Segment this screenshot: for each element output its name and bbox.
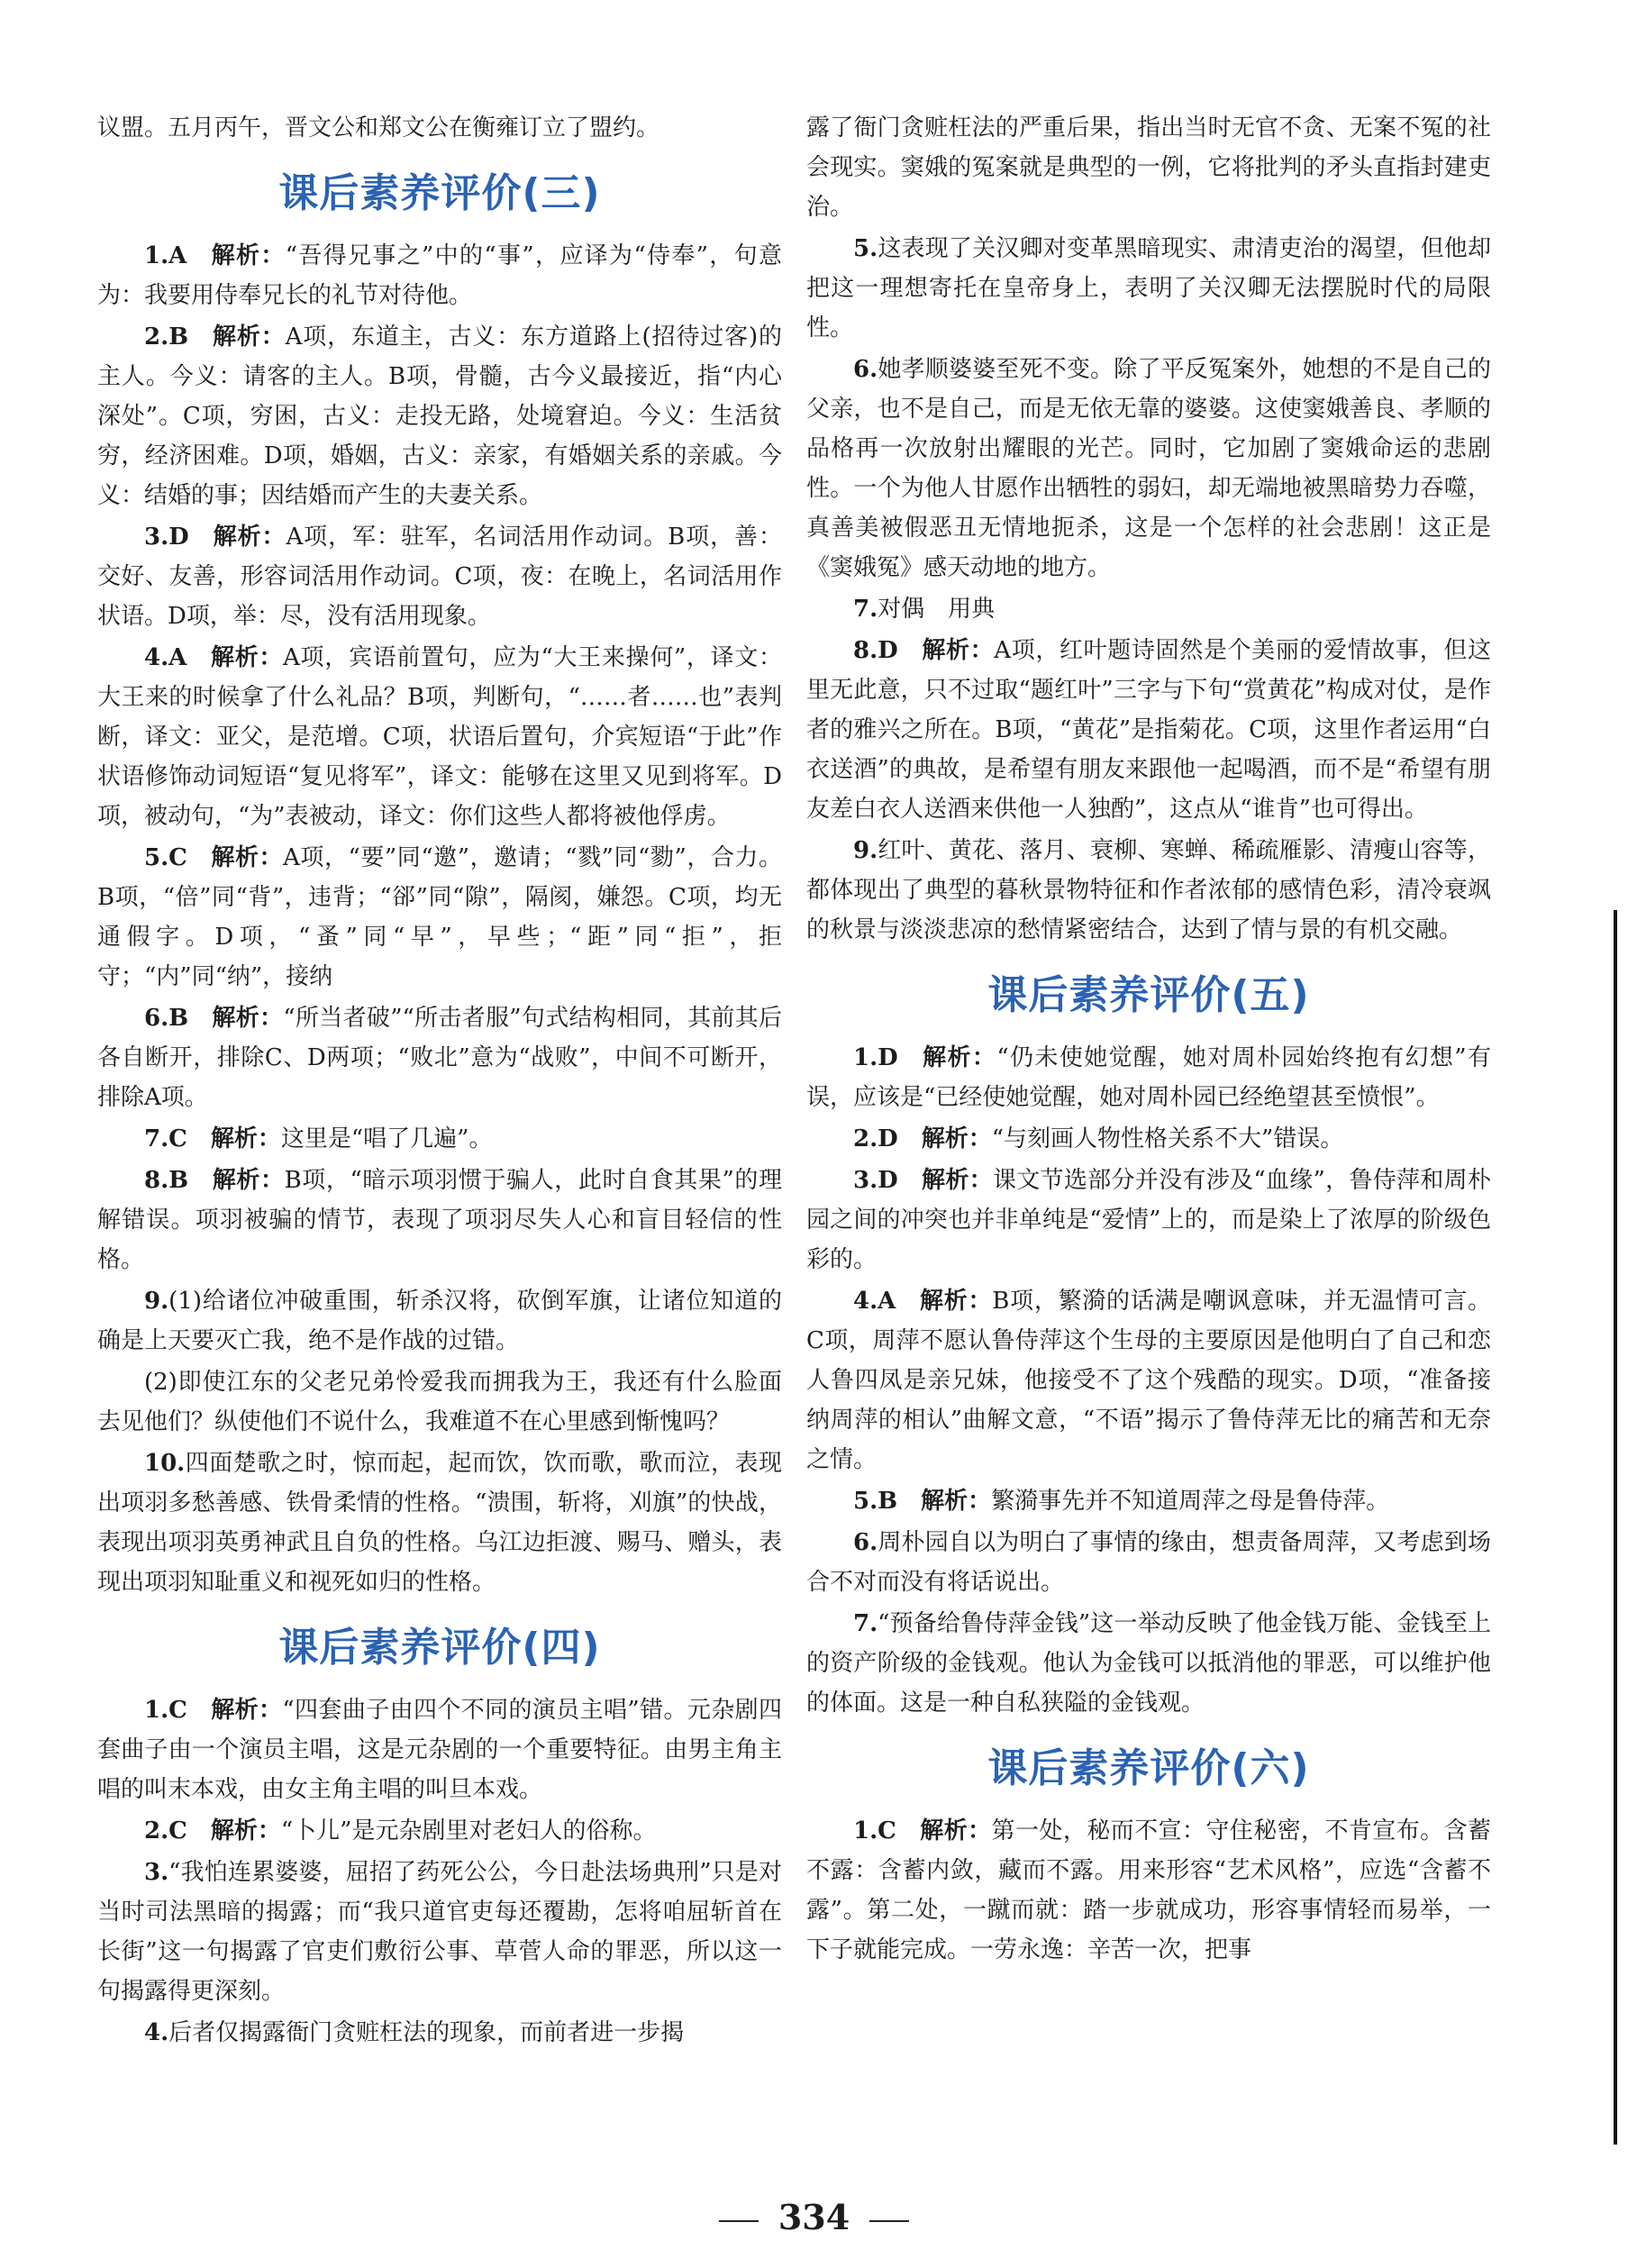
right-column — [806, 108, 1491, 1972]
answer-number: 2.D — [853, 1125, 898, 1152]
answer-number: 5.B — [853, 1488, 898, 1515]
answer-number: 3. — [144, 1859, 169, 1886]
answer-number: 3.D — [853, 1167, 898, 1194]
analysis-label: 解析： — [921, 1044, 997, 1071]
section-heading: 课后素养评价(三) — [278, 170, 601, 216]
analysis-label: 解析： — [210, 242, 286, 269]
answer-text: 对偶 用典 — [878, 596, 996, 623]
scan-edge-line — [1614, 910, 1617, 2145]
analysis-label: 解析： — [210, 1697, 283, 1724]
answer-text: 第一处，秘而不宣：守住秘密，不肯宣布。含蓄不露：含蓄内敛，藏而不露。用来形容“艺术风格”，应选“含蓄不露”。第二处，一蹴而就：踏一步就成功，形容事情轻而易举，一下子就能完成。一劳永逸：辛苦一次，把事 — [806, 1817, 1491, 1963]
answer-text: A项，宾语前置句，应为“大王来操何”，译文：大王来的时候拿了什么礼品？B项，判断句，“……者……也”表判断，译文：亚父，是范增。C项，状语后置句，介宾短语“于此”作状语修饰动词短语“复见将军”，译文：能够在这里又见到将军。D项，被动句，“为”表被动，译文：你们这些人都将被他俘虏。 — [97, 644, 782, 830]
answer-item — [97, 1119, 782, 1159]
answer-text: 周朴园自以为明白了事情的缘由，想责备周萍，又考虑到场合不对而没有将话说出。 — [806, 1529, 1491, 1596]
answer-item — [97, 838, 782, 997]
answer-text: B项，“暗示项羽惯于骗人，此时自食其果”的理解错误。项羽被骗的情节，表现了项羽尽失人心和盲目轻信的性格。 — [97, 1167, 782, 1273]
analysis-label: 解析： — [210, 644, 284, 671]
analysis-label: 解析： — [919, 1288, 993, 1315]
answer-item — [806, 1811, 1491, 1970]
answer-number: 7.C — [144, 1125, 187, 1152]
footer-dash-left — [719, 2220, 759, 2222]
answer-text: 她孝顺婆婆至死不变。除了平反冤案外，她想的不是自己的父亲，也不是自己，而是无依无靠的婆婆。这使窦娥善良、孝顺的品格再一次放射出耀眼的光芒。同时，它加剧了窦娥命运的悲剧性。一个为他人甘愿作出牺牲的弱妇，却无端地被黑暗势力吞噬，真善美被假恶丑无情地扼杀，这是一个怎样的社会悲剧！这正是《窦娥冤》感天动地的地方。 — [806, 356, 1491, 581]
answer-number: 1.A — [144, 242, 187, 269]
page-number: 334 — [778, 2197, 850, 2237]
answer-item — [97, 517, 782, 636]
answer-item — [97, 1853, 782, 2011]
answer-item — [806, 1481, 1491, 1521]
analysis-label: 解析： — [212, 323, 286, 351]
answer-text: B项，繁漪的话满是嘲讽意味，并无温情可言。C项，周萍不愿认鲁侍萍这个生母的主要原因是他明白了自己和恋人鲁四凤是亲兄妹，他接受不了这个残酷的现实。D项，“准备接纳周萍的相认”曲解文意，“不语”揭示了鲁侍萍无比的痛苦和无奈之情。 — [806, 1288, 1491, 1473]
answer-item — [806, 1119, 1491, 1159]
answer-item — [97, 1281, 782, 1361]
answer-item — [97, 1444, 782, 1602]
answer-number: 6.B — [144, 1005, 189, 1032]
answer-number: 10. — [144, 1450, 186, 1477]
analysis-label: 解析： — [210, 1125, 281, 1152]
answer-item — [806, 1604, 1491, 1723]
answer-number: 2.B — [144, 323, 189, 351]
answer-number: 5. — [853, 235, 878, 262]
answer-number: 1.C — [853, 1817, 896, 1844]
answer-number: 8.D — [853, 637, 898, 664]
answer-text: A项，东道主，古义：东方道路上(招待过客)的主人。今义：请客的主人。B项，骨髓，古今义最接近，指“内心深处”。C项，穷困，古义：走投无路，处境窘迫。今义：生活贫穷，经济困难。D项，婚姻，古义：亲家，有婚姻关系的亲戚。今义：结婚的事；因结婚而产生的夫妻关系。 — [97, 323, 782, 509]
answer-number: 1.D — [853, 1044, 898, 1071]
answer-number: 7. — [853, 1610, 878, 1637]
analysis-label: 解析： — [921, 1167, 993, 1194]
answer-number: 2.C — [144, 1817, 187, 1844]
answer-number: 5.C — [144, 844, 187, 871]
left-column — [97, 108, 782, 2054]
analysis-label: 解析： — [212, 524, 286, 551]
answer-text: 后者仅揭露衙门贪赃枉法的现象，而前者进一步揭 — [168, 2019, 685, 2046]
paragraph: (2)即使江东的父老兄弟怜爱我而拥我为王，我还有什么脸面去见他们？纵使他们不说什么，我难道不在心里感到惭愧吗？ — [97, 1369, 782, 1435]
answer-text: “所当者破”“所击者服”句式结构相同，其前其后各自断开，排除C、D两项；“败北”意为“战败”，中间不可断开，排除A项。 — [97, 1005, 782, 1111]
answer-number: 1.C — [144, 1697, 187, 1724]
answer-number: 4.A — [853, 1288, 896, 1315]
answer-item — [97, 1161, 782, 1280]
answer-number: 9. — [144, 1288, 169, 1315]
answer-text: 红叶、黄花、落月、衰柳、寒蝉、稀疏雁影、清瘦山容等，都体现出了典型的暮秋景物特征和作者浓郁的感情色彩，清冷衰飒的秋景与淡淡悲凉的愁情紧密结合，达到了情与景的有机交融。 — [806, 837, 1491, 943]
answer-text: 这里是“唱了几遍”。 — [280, 1125, 493, 1152]
analysis-label: 解析： — [212, 1167, 285, 1194]
answer-number: 8.B — [144, 1167, 189, 1194]
footer-dash-right — [869, 2220, 909, 2222]
analysis-label: 解析： — [210, 844, 284, 871]
answer-number: 4. — [144, 2019, 169, 2046]
answer-item — [97, 638, 782, 836]
answer-item — [806, 1161, 1491, 1280]
answer-item — [806, 1281, 1491, 1480]
answer-item — [806, 831, 1491, 950]
answer-text: A项，“要”同“邀”，邀请；“戮”同“勠”，合力。B项，“倍”同“背”，违背；“郤”同“隙”，隔阂，嫌怨。C项，均无通假字。D项，“蚤”同“早”，早些；“距”同“拒”，拒守；“内”同“纳”，接纳 — [97, 844, 782, 990]
answer-item — [97, 1811, 782, 1851]
answer-number: 3.D — [144, 524, 189, 551]
answer-number: 6. — [853, 356, 878, 383]
analysis-label: 解析： — [921, 1125, 992, 1152]
answer-item — [806, 1038, 1491, 1117]
answer-item — [97, 998, 782, 1117]
answer-text: A项，红叶题诗固然是个美丽的爱情故事，但这里无此意，只不过取“题红叶”三字与下句“赏黄花”构成对仗，是作者的雅兴之所在。B项，“黄花”是指菊花。C项，这里作者运用“白衣送酒”的典故，是希望有朋友来跟他一起喝酒，而不是“希望有朋友差白衣人送酒来供他一人独酌”，这点从“谁肯”也可得出。 — [806, 637, 1491, 823]
paragraph: 露了衙门贪赃枉法的严重后果，指出当时无官不贪、无案不冤的社会现实。窦娥的冤案就是典型的一例，它将批判的矛头直指封建吏治。 — [806, 114, 1491, 221]
answer-item — [806, 229, 1491, 348]
answer-text: “吾得兄事之”中的“事”，应译为“侍奉”，句意为：我要用侍奉兄长的礼节对待他。 — [97, 242, 782, 309]
answer-text: 这表现了关汉卿对变革黑暗现实、肃清吏治的渴望，但他却把这一理想寄托在皇帝身上，表明了关汉卿无法摆脱时代的局限性。 — [806, 235, 1491, 342]
answer-text: 繁漪事先并不知道周萍之母是鲁侍萍。 — [991, 1488, 1390, 1515]
analysis-label: 解析： — [921, 637, 995, 664]
answer-text: “与刻画人物性格关系不大”错误。 — [991, 1125, 1344, 1152]
answer-number: 6. — [853, 1529, 878, 1556]
analysis-label: 解析： — [919, 1817, 992, 1844]
answer-number: 4.A — [144, 644, 187, 671]
answer-text: “仍未使她觉醒，她对周朴园始终抱有幻想”有误，应该是“已经使她觉醒，她对周朴园已经绝望甚至愤恨”。 — [806, 1044, 1491, 1111]
answer-text: (1)给诸位冲破重围，斩杀汉将，砍倒军旗，让诸位知道的确是上天要灭亡我，绝不是作战的过错。 — [97, 1288, 782, 1354]
answer-text: 四面楚歌之时，惊而起，起而饮，饮而歌，歌而泣，表现出项羽多愁善感、铁骨柔情的性格。“溃围，斩将，刈旗”的快战，表现出项羽英勇神武且自负的性格。乌江边拒渡、赐马、赠头，表现出项羽知耻重义和视死如归的性格。 — [97, 1450, 782, 1596]
answer-item — [97, 2013, 782, 2053]
section-heading: 课后素养评价(五) — [987, 972, 1310, 1018]
answer-text: 课文节选部分并没有涉及“血缘”，鲁侍萍和周朴园之间的冲突也并非单纯是“爱情”上的，而是染上了浓厚的阶级色彩的。 — [806, 1167, 1491, 1273]
answer-item — [806, 589, 1491, 629]
answer-item — [97, 1690, 782, 1809]
answer-text: “四套曲子由四个不同的演员主唱”错。元杂剧四套曲子由一个演员主唱，这是元杂剧的一个重要特征。由男主角主唱的叫末本戏，由女主角主唱的叫旦本戏。 — [97, 1697, 782, 1803]
answer-text: “我怕连累婆婆，屈招了药死公公，今日赴法场典刑”只是对当时司法黑暗的揭露；而“我只道官吏每还覆勘，怎将咱屈斩首在长街”这一句揭露了官吏们敷衍公事、草菅人命的罪恶，所以这一句揭露得更深刻。 — [97, 1859, 782, 2005]
section-heading: 课后素养评价(六) — [987, 1745, 1310, 1791]
answer-item — [806, 631, 1491, 829]
page-footer — [0, 2197, 1628, 2237]
answer-number: 7. — [853, 596, 878, 623]
paragraph: 议盟。五月丙午，晋文公和郑文公在衡雍订立了盟约。 — [97, 114, 660, 141]
answer-text: “预备给鲁侍萍金钱”这一举动反映了他金钱万能、金钱至上的资产阶级的金钱观。他认为金钱可以抵消他的罪恶，可以维护他的体面。这是一种自私狭隘的金钱观。 — [806, 1610, 1491, 1717]
answer-number: 9. — [853, 837, 878, 864]
section-heading: 课后素养评价(四) — [278, 1625, 601, 1671]
analysis-label: 解析： — [212, 1005, 284, 1032]
answer-item — [97, 317, 782, 515]
answer-item — [806, 350, 1491, 587]
analysis-label: 解析： — [921, 1488, 992, 1515]
answer-text: “卜儿”是元杂剧里对老妇人的俗称。 — [280, 1817, 657, 1844]
answer-item — [97, 236, 782, 315]
answer-item — [806, 1523, 1491, 1602]
answer-text: A项，军：驻军，名词活用作动词。B项，善：交好、友善，形容词活用作动词。C项，夜：在晚上，名词活用作状语。D项，举：尽，没有活用现象。 — [97, 524, 782, 630]
analysis-label: 解析： — [210, 1817, 281, 1844]
